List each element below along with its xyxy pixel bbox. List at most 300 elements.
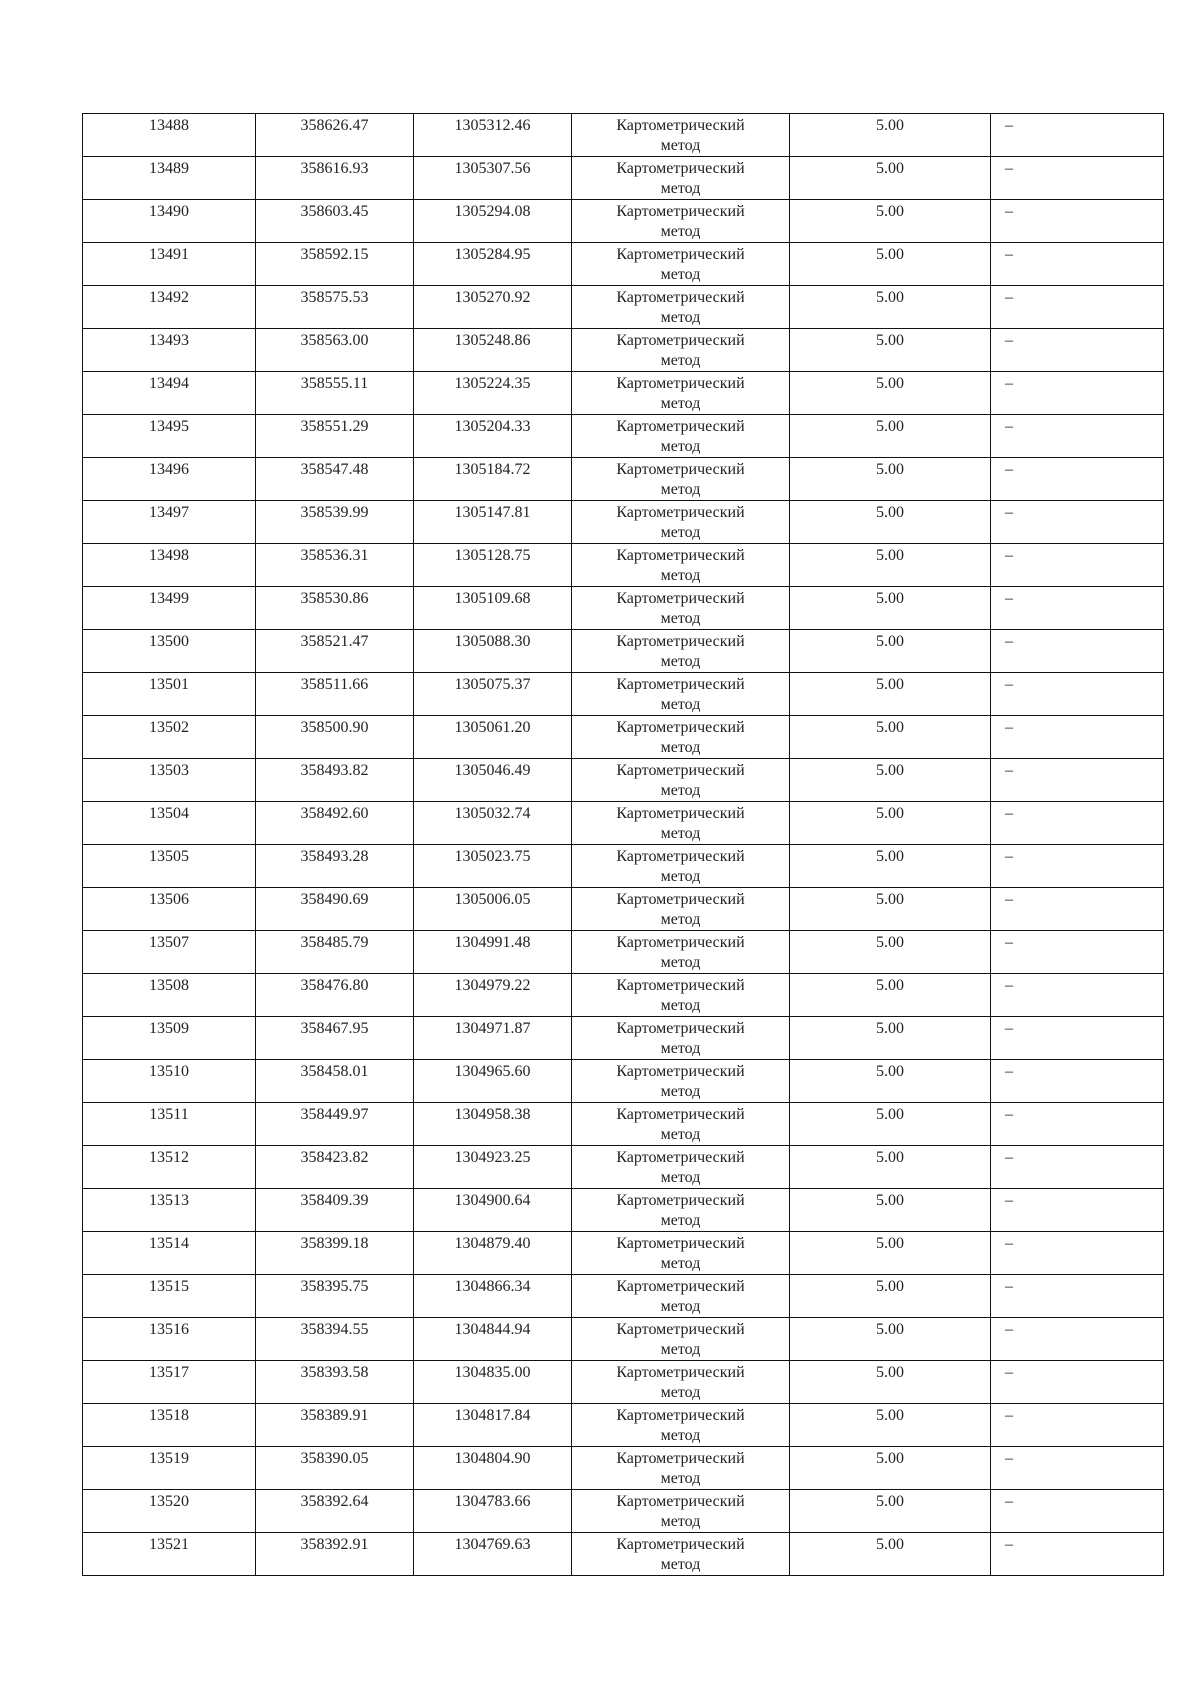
method-cell xyxy=(572,1060,790,1103)
method-cell xyxy=(572,200,790,243)
accuracy-cell: 5.00 xyxy=(790,243,991,286)
point-number-cell: 13505 xyxy=(83,845,256,888)
method-line: Картометрический xyxy=(616,1407,745,1424)
coordinate-y-cell: 1305109.68 xyxy=(414,587,572,630)
method-cell xyxy=(572,1103,790,1146)
description-cell: – xyxy=(991,1490,1164,1533)
method-line: Картометрический xyxy=(616,1450,745,1467)
method-line: метод xyxy=(660,481,701,498)
point-number-cell: 13514 xyxy=(83,1232,256,1275)
point-number-cell: 13498 xyxy=(83,544,256,587)
coordinate-y-cell: 1305088.30 xyxy=(414,630,572,673)
coordinate-x-cell: 358392.91 xyxy=(256,1533,414,1576)
accuracy-cell: 5.00 xyxy=(790,1275,991,1318)
method-cell xyxy=(572,157,790,200)
coordinate-y-cell: 1305224.35 xyxy=(414,372,572,415)
method-cell xyxy=(572,931,790,974)
method-line: Картометрический xyxy=(616,117,745,134)
description-cell: – xyxy=(991,415,1164,458)
coordinate-y-cell: 1305046.49 xyxy=(414,759,572,802)
point-number-cell: 13494 xyxy=(83,372,256,415)
table-row xyxy=(83,157,1164,200)
description-cell: – xyxy=(991,587,1164,630)
coordinate-x-cell: 358530.86 xyxy=(256,587,414,630)
accuracy-cell: 5.00 xyxy=(790,1060,991,1103)
point-number-cell: 13515 xyxy=(83,1275,256,1318)
method-cell xyxy=(572,1275,790,1318)
coordinate-y-cell: 1305294.08 xyxy=(414,200,572,243)
coordinate-y-cell: 1305284.95 xyxy=(414,243,572,286)
coordinate-y-cell: 1305270.92 xyxy=(414,286,572,329)
description-cell: – xyxy=(991,1404,1164,1447)
description-cell: – xyxy=(991,286,1164,329)
coordinate-y-cell: 1305075.37 xyxy=(414,673,572,716)
description-cell: – xyxy=(991,931,1164,974)
table-row xyxy=(83,888,1164,931)
method-line: метод xyxy=(660,696,701,713)
coordinate-y-cell: 1304804.90 xyxy=(414,1447,572,1490)
accuracy-cell: 5.00 xyxy=(790,716,991,759)
method-line: Картометрический xyxy=(616,160,745,177)
table-row xyxy=(83,673,1164,716)
table-row xyxy=(83,802,1164,845)
method-line: метод xyxy=(660,610,701,627)
point-number-cell: 13496 xyxy=(83,458,256,501)
method-line: Картометрический xyxy=(616,719,745,736)
accuracy-cell: 5.00 xyxy=(790,1189,991,1232)
accuracy-cell: 5.00 xyxy=(790,845,991,888)
coordinate-x-cell: 358555.11 xyxy=(256,372,414,415)
method-line: Картометрический xyxy=(616,1235,745,1252)
method-line: Картометрический xyxy=(616,1364,745,1381)
description-cell: – xyxy=(991,1447,1164,1490)
coordinate-y-cell: 1304900.64 xyxy=(414,1189,572,1232)
table-row xyxy=(83,587,1164,630)
method-line: метод xyxy=(660,1513,701,1530)
coordinate-x-cell: 358392.64 xyxy=(256,1490,414,1533)
method-line: метод xyxy=(660,1470,701,1487)
description-cell: – xyxy=(991,1533,1164,1576)
accuracy-cell: 5.00 xyxy=(790,114,991,157)
method-line: метод xyxy=(660,524,701,541)
table-row xyxy=(83,931,1164,974)
method-line: Картометрический xyxy=(616,848,745,865)
coordinate-x-cell: 358500.90 xyxy=(256,716,414,759)
description-cell: – xyxy=(991,1103,1164,1146)
table-row xyxy=(83,372,1164,415)
coordinate-y-cell: 1304783.66 xyxy=(414,1490,572,1533)
method-cell xyxy=(572,1447,790,1490)
method-line: метод xyxy=(660,1169,701,1186)
method-cell xyxy=(572,974,790,1017)
description-cell: – xyxy=(991,157,1164,200)
method-line: метод xyxy=(660,911,701,928)
method-cell xyxy=(572,1232,790,1275)
method-line: Картометрический xyxy=(616,1063,745,1080)
method-line: метод xyxy=(660,997,701,1014)
accuracy-cell: 5.00 xyxy=(790,458,991,501)
accuracy-cell: 5.00 xyxy=(790,415,991,458)
method-line: метод xyxy=(660,653,701,670)
method-cell xyxy=(572,1361,790,1404)
accuracy-cell: 5.00 xyxy=(790,329,991,372)
coordinates-table xyxy=(82,113,1164,1576)
method-line: Картометрический xyxy=(616,461,745,478)
point-number-cell: 13501 xyxy=(83,673,256,716)
method-cell xyxy=(572,114,790,157)
method-line: метод xyxy=(660,868,701,885)
method-cell xyxy=(572,1146,790,1189)
description-cell: – xyxy=(991,974,1164,1017)
point-number-cell: 13520 xyxy=(83,1490,256,1533)
method-line: метод xyxy=(660,137,701,154)
point-number-cell: 13507 xyxy=(83,931,256,974)
table-row xyxy=(83,458,1164,501)
point-number-cell: 13510 xyxy=(83,1060,256,1103)
method-line: Картометрический xyxy=(616,504,745,521)
point-number-cell: 13489 xyxy=(83,157,256,200)
coordinate-x-cell: 358493.28 xyxy=(256,845,414,888)
description-cell: – xyxy=(991,1275,1164,1318)
method-line: Картометрический xyxy=(616,375,745,392)
coordinate-y-cell: 1304844.94 xyxy=(414,1318,572,1361)
method-line: метод xyxy=(660,438,701,455)
description-cell: – xyxy=(991,1017,1164,1060)
coordinate-x-cell: 358399.18 xyxy=(256,1232,414,1275)
accuracy-cell: 5.00 xyxy=(790,286,991,329)
method-cell xyxy=(572,501,790,544)
point-number-cell: 13509 xyxy=(83,1017,256,1060)
method-line: метод xyxy=(660,782,701,799)
coordinate-x-cell: 358485.79 xyxy=(256,931,414,974)
table-row xyxy=(83,1232,1164,1275)
method-cell xyxy=(572,1017,790,1060)
coordinate-x-cell: 358409.39 xyxy=(256,1189,414,1232)
coordinate-x-cell: 358423.82 xyxy=(256,1146,414,1189)
method-cell xyxy=(572,1189,790,1232)
table-row xyxy=(83,974,1164,1017)
coordinate-x-cell: 358390.05 xyxy=(256,1447,414,1490)
description-cell: – xyxy=(991,888,1164,931)
coordinate-x-cell: 358592.15 xyxy=(256,243,414,286)
table-row xyxy=(83,544,1164,587)
table-row xyxy=(83,1103,1164,1146)
method-line: метод xyxy=(660,567,701,584)
coordinate-y-cell: 1305006.05 xyxy=(414,888,572,931)
description-cell: – xyxy=(991,1189,1164,1232)
method-line: Картометрический xyxy=(616,1106,745,1123)
point-number-cell: 13521 xyxy=(83,1533,256,1576)
method-cell xyxy=(572,802,790,845)
description-cell: – xyxy=(991,1060,1164,1103)
point-number-cell: 13519 xyxy=(83,1447,256,1490)
accuracy-cell: 5.00 xyxy=(790,673,991,716)
description-cell: – xyxy=(991,1146,1164,1189)
method-cell xyxy=(572,759,790,802)
coordinate-x-cell: 358539.99 xyxy=(256,501,414,544)
coordinate-x-cell: 358393.58 xyxy=(256,1361,414,1404)
coordinate-x-cell: 358603.45 xyxy=(256,200,414,243)
point-number-cell: 13500 xyxy=(83,630,256,673)
accuracy-cell: 5.00 xyxy=(790,1404,991,1447)
accuracy-cell: 5.00 xyxy=(790,1103,991,1146)
method-cell xyxy=(572,630,790,673)
table-row xyxy=(83,243,1164,286)
method-line: Картометрический xyxy=(616,1493,745,1510)
coordinate-x-cell: 358547.48 xyxy=(256,458,414,501)
point-number-cell: 13488 xyxy=(83,114,256,157)
table-row xyxy=(83,1490,1164,1533)
coordinate-y-cell: 1305307.56 xyxy=(414,157,572,200)
coordinate-y-cell: 1305147.81 xyxy=(414,501,572,544)
accuracy-cell: 5.00 xyxy=(790,1146,991,1189)
point-number-cell: 13504 xyxy=(83,802,256,845)
method-line: Картометрический xyxy=(616,891,745,908)
point-number-cell: 13499 xyxy=(83,587,256,630)
coordinate-y-cell: 1305312.46 xyxy=(414,114,572,157)
method-cell xyxy=(572,286,790,329)
description-cell: – xyxy=(991,759,1164,802)
method-line: метод xyxy=(660,1341,701,1358)
accuracy-cell: 5.00 xyxy=(790,501,991,544)
point-number-cell: 13513 xyxy=(83,1189,256,1232)
coordinate-y-cell: 1305128.75 xyxy=(414,544,572,587)
table-row xyxy=(83,1146,1164,1189)
table-row xyxy=(83,329,1164,372)
point-number-cell: 13490 xyxy=(83,200,256,243)
accuracy-cell: 5.00 xyxy=(790,157,991,200)
description-cell: – xyxy=(991,501,1164,544)
accuracy-cell: 5.00 xyxy=(790,931,991,974)
coordinate-x-cell: 358521.47 xyxy=(256,630,414,673)
point-number-cell: 13502 xyxy=(83,716,256,759)
table-body xyxy=(83,114,1164,1576)
coordinate-x-cell: 358493.82 xyxy=(256,759,414,802)
method-cell xyxy=(572,1533,790,1576)
description-cell: – xyxy=(991,200,1164,243)
description-cell: – xyxy=(991,716,1164,759)
coordinate-x-cell: 358536.31 xyxy=(256,544,414,587)
coordinate-x-cell: 358511.66 xyxy=(256,673,414,716)
point-number-cell: 13493 xyxy=(83,329,256,372)
accuracy-cell: 5.00 xyxy=(790,630,991,673)
method-line: метод xyxy=(660,1255,701,1272)
accuracy-cell: 5.00 xyxy=(790,1533,991,1576)
coordinate-y-cell: 1304991.48 xyxy=(414,931,572,974)
method-line: метод xyxy=(660,180,701,197)
method-line: Картометрический xyxy=(616,633,745,650)
accuracy-cell: 5.00 xyxy=(790,1490,991,1533)
coordinate-y-cell: 1304879.40 xyxy=(414,1232,572,1275)
accuracy-cell: 5.00 xyxy=(790,1318,991,1361)
method-cell xyxy=(572,329,790,372)
method-line: Картометрический xyxy=(616,246,745,263)
coordinate-y-cell: 1305248.86 xyxy=(414,329,572,372)
method-cell xyxy=(572,1404,790,1447)
point-number-cell: 13495 xyxy=(83,415,256,458)
description-cell: – xyxy=(991,1361,1164,1404)
description-cell: – xyxy=(991,544,1164,587)
coordinate-x-cell: 358575.53 xyxy=(256,286,414,329)
accuracy-cell: 5.00 xyxy=(790,587,991,630)
table-row xyxy=(83,716,1164,759)
method-line: Картометрический xyxy=(616,590,745,607)
method-line: Картометрический xyxy=(616,1278,745,1295)
coordinate-y-cell: 1304971.87 xyxy=(414,1017,572,1060)
method-line: метод xyxy=(660,1427,701,1444)
table-row xyxy=(83,415,1164,458)
method-cell xyxy=(572,458,790,501)
coordinate-x-cell: 358490.69 xyxy=(256,888,414,931)
table-row xyxy=(83,1017,1164,1060)
coordinate-y-cell: 1304923.25 xyxy=(414,1146,572,1189)
coordinate-y-cell: 1304817.84 xyxy=(414,1404,572,1447)
coordinate-x-cell: 358492.60 xyxy=(256,802,414,845)
method-line: метод xyxy=(660,266,701,283)
method-line: метод xyxy=(660,1298,701,1315)
method-line: Картометрический xyxy=(616,203,745,220)
method-cell xyxy=(572,673,790,716)
method-line: метод xyxy=(660,1384,701,1401)
method-line: Картометрический xyxy=(616,547,745,564)
method-line: метод xyxy=(660,825,701,842)
method-line: метод xyxy=(660,1040,701,1057)
coordinate-y-cell: 1304866.34 xyxy=(414,1275,572,1318)
method-line: Картометрический xyxy=(616,418,745,435)
table-row xyxy=(83,1447,1164,1490)
method-cell xyxy=(572,415,790,458)
coordinate-x-cell: 358467.95 xyxy=(256,1017,414,1060)
table-row xyxy=(83,1060,1164,1103)
method-line: Картометрический xyxy=(616,332,745,349)
method-cell xyxy=(572,243,790,286)
point-number-cell: 13517 xyxy=(83,1361,256,1404)
coordinate-y-cell: 1305204.33 xyxy=(414,415,572,458)
coordinate-y-cell: 1305023.75 xyxy=(414,845,572,888)
description-cell: – xyxy=(991,329,1164,372)
point-number-cell: 13508 xyxy=(83,974,256,1017)
table-row xyxy=(83,1361,1164,1404)
table-row xyxy=(83,1318,1164,1361)
coordinate-x-cell: 358449.97 xyxy=(256,1103,414,1146)
method-line: метод xyxy=(660,223,701,240)
accuracy-cell: 5.00 xyxy=(790,888,991,931)
method-line: метод xyxy=(660,1556,701,1573)
accuracy-cell: 5.00 xyxy=(790,1447,991,1490)
coordinate-x-cell: 358551.29 xyxy=(256,415,414,458)
description-cell: – xyxy=(991,1318,1164,1361)
method-line: метод xyxy=(660,1083,701,1100)
coordinate-y-cell: 1304965.60 xyxy=(414,1060,572,1103)
method-line: метод xyxy=(660,395,701,412)
method-cell xyxy=(572,372,790,415)
coordinate-y-cell: 1304835.00 xyxy=(414,1361,572,1404)
point-number-cell: 13511 xyxy=(83,1103,256,1146)
coordinate-x-cell: 358626.47 xyxy=(256,114,414,157)
table-row xyxy=(83,759,1164,802)
table-row xyxy=(83,200,1164,243)
accuracy-cell: 5.00 xyxy=(790,1361,991,1404)
method-cell xyxy=(572,888,790,931)
accuracy-cell: 5.00 xyxy=(790,1232,991,1275)
point-number-cell: 13512 xyxy=(83,1146,256,1189)
description-cell: – xyxy=(991,802,1164,845)
accuracy-cell: 5.00 xyxy=(790,544,991,587)
coordinate-x-cell: 358616.93 xyxy=(256,157,414,200)
accuracy-cell: 5.00 xyxy=(790,372,991,415)
coordinate-y-cell: 1304769.63 xyxy=(414,1533,572,1576)
table-row xyxy=(83,286,1164,329)
method-line: метод xyxy=(660,352,701,369)
method-line: метод xyxy=(660,1126,701,1143)
method-cell xyxy=(572,587,790,630)
method-line: Картометрический xyxy=(616,1192,745,1209)
description-cell: – xyxy=(991,630,1164,673)
coordinate-y-cell: 1305184.72 xyxy=(414,458,572,501)
method-line: Картометрический xyxy=(616,762,745,779)
table-row xyxy=(83,1404,1164,1447)
description-cell: – xyxy=(991,243,1164,286)
method-line: Картометрический xyxy=(616,977,745,994)
description-cell: – xyxy=(991,845,1164,888)
coordinate-x-cell: 358563.00 xyxy=(256,329,414,372)
coordinate-x-cell: 358395.75 xyxy=(256,1275,414,1318)
description-cell: – xyxy=(991,114,1164,157)
method-line: Картометрический xyxy=(616,676,745,693)
method-cell xyxy=(572,845,790,888)
method-cell xyxy=(572,1490,790,1533)
point-number-cell: 13506 xyxy=(83,888,256,931)
coordinate-x-cell: 358389.91 xyxy=(256,1404,414,1447)
accuracy-cell: 5.00 xyxy=(790,802,991,845)
accuracy-cell: 5.00 xyxy=(790,1017,991,1060)
description-cell: – xyxy=(991,372,1164,415)
method-line: метод xyxy=(660,309,701,326)
accuracy-cell: 5.00 xyxy=(790,200,991,243)
point-number-cell: 13491 xyxy=(83,243,256,286)
description-cell: – xyxy=(991,673,1164,716)
table-row xyxy=(83,1533,1164,1576)
table-row xyxy=(83,1189,1164,1232)
point-number-cell: 13516 xyxy=(83,1318,256,1361)
coordinate-y-cell: 1304958.38 xyxy=(414,1103,572,1146)
point-number-cell: 13497 xyxy=(83,501,256,544)
table-row xyxy=(83,630,1164,673)
table-row xyxy=(83,845,1164,888)
description-cell: – xyxy=(991,458,1164,501)
coordinate-x-cell: 358476.80 xyxy=(256,974,414,1017)
coordinate-y-cell: 1304979.22 xyxy=(414,974,572,1017)
method-line: Картометрический xyxy=(616,1536,745,1553)
accuracy-cell: 5.00 xyxy=(790,974,991,1017)
table-row xyxy=(83,1275,1164,1318)
coordinate-y-cell: 1305061.20 xyxy=(414,716,572,759)
method-line: Картометрический xyxy=(616,805,745,822)
method-line: метод xyxy=(660,954,701,971)
method-line: метод xyxy=(660,739,701,756)
point-number-cell: 13518 xyxy=(83,1404,256,1447)
description-cell: – xyxy=(991,1232,1164,1275)
method-line: Картометрический xyxy=(616,1149,745,1166)
point-number-cell: 13492 xyxy=(83,286,256,329)
method-line: метод xyxy=(660,1212,701,1229)
coordinate-x-cell: 358394.55 xyxy=(256,1318,414,1361)
table-row xyxy=(83,501,1164,544)
table-row xyxy=(83,114,1164,157)
method-cell xyxy=(572,1318,790,1361)
method-cell xyxy=(572,716,790,759)
method-line: Картометрический xyxy=(616,1321,745,1338)
